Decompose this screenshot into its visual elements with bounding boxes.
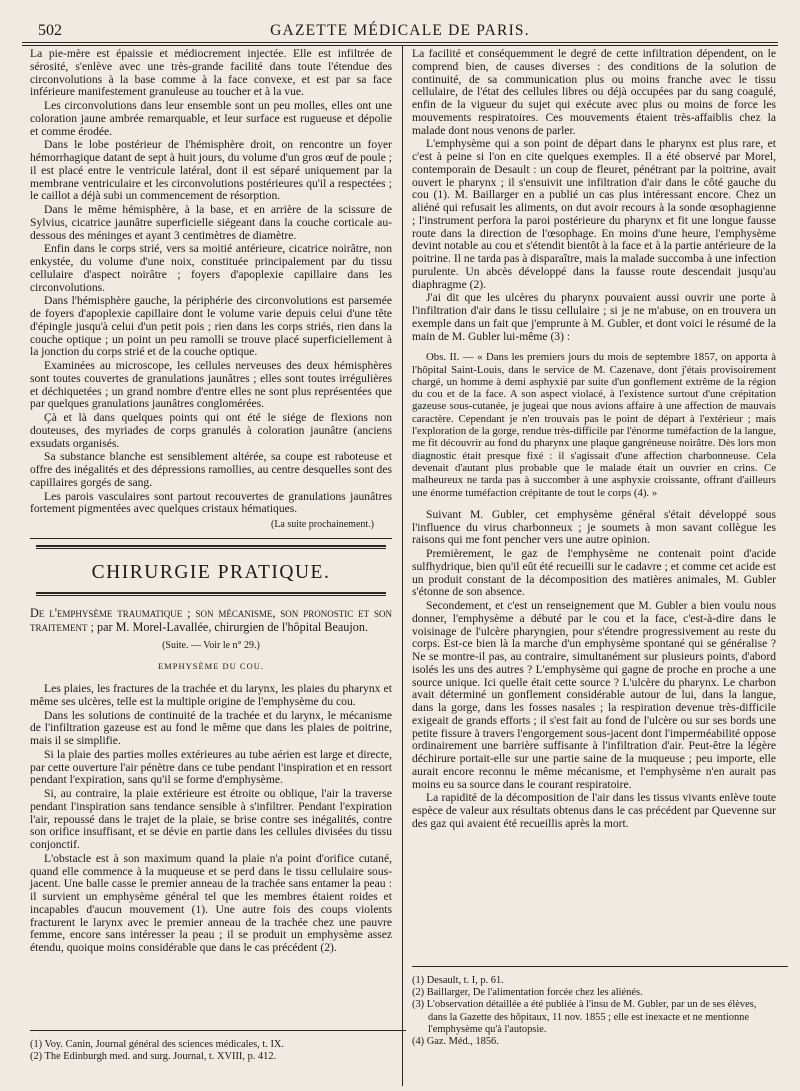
running-title: GAZETTE MÉDICALE DE PARIS. bbox=[270, 22, 530, 39]
observation: Obs. II. — « Dans les premiers jours du mois de septembre 1857, on apporta à l'hôpital Saint-Louis, dans le service de M. Cazenave, dont j'étais provisoirement chargé, un homme à demi asphyxié par suite d'un gonflement extrême de la région du cou et de la face. A son aspect violacé, à l'existence surtout d'une crépitation gazeuse sous-cutanée, je jugeai que nous avions affaire à une affection de mauvais caractère. Cependant je n'en trouvais pas le point de départ à l'extérieur ; mais l'exploration de la gorge, rendue très-difficile par l'énorme tuméfaction de la langue, me fit découvrir au fond du pharynx une plaque gangréneuse noirâtre. Dès lors mon diagnostic était presque fixé : il s'agissait d'une affection charbonneuse. Cela devenait d'autant plus probable que le malade était un ouvrier en crins. Ce malheureux ne tarda pas à succomber à une asphyxie croissante, offrant d'ailleurs une énorme tuméfaction crépitante de tout le corps (4). » bbox=[412, 351, 776, 499]
subtitle-rest: par M. Morel-Lavallée, chirurgien de l'hôpital Beaujon. bbox=[96, 619, 369, 634]
footnote: (4) Gaz. Méd., 1856. bbox=[412, 1036, 499, 1048]
footnote-rule bbox=[30, 1030, 406, 1031]
footnote-rule bbox=[412, 966, 788, 967]
footnote: (2) Baillarger, De l'alimentation forcée chez les aliénés. bbox=[412, 987, 643, 999]
paragraph: Dans le même hémisphère, à la base, et en arrière de la scissure de Sylvius, cicatrice jaunâtre superficielle siégeant dans la couche corticale au-dessous des méninges et ayant 3 centimètres de diamètre. bbox=[30, 203, 392, 242]
paragraph: Dans les solutions de continuité de la trachée et du larynx, le mécanisme de l'infiltration gazeuse est au fond le même que dans les plaies de poitrine, mais il se simplifie. bbox=[30, 708, 392, 747]
paragraph: Secondement, et c'est un renseignement que M. Gubler a bien voulu nous donner, l'emphysème a débuté par le cou et la face, c'est-à-dire dans le voisinage de l'ulcère pharyngien, pour s'étendre progressivement au reste du corps. Est-ce bien là la marche d'un emphysème spontané qui se généralise ? Ne se montre-il pas, au contraire, simultanément sur plusieurs points, d'abord isolés les uns des autres ? L'emphysème qui gagne de proche en proche a une source unique. Ici quelle était cette source ? L'ulcère du pharynx. Le charbon avait déterminé un gonflement considérable autour de lui, dans la langue, dans la gorge, dans les fosses nasales ; la respiration devenue très-difficile exigeait de grands efforts ; il s'est fait au fond de l'ulcère ou sur ses bords une petite fissure à travers l'engorgement sous-jacent dont l'imperméabilité oppose ordinairement une barrière suffisante à l'infiltration d'air. Peut-être la légère déchirure portait-elle sur une partie saine de la muqueuse ; peu importe, elle aurait encore reconnu le même mécanisme, et l'emphysème n'en aurait pas moins eu sa source dans le courant respiratoire. bbox=[412, 599, 776, 791]
left-column bbox=[30, 48, 392, 956]
title-rule-top bbox=[36, 545, 386, 549]
suite-note: (Suite. — Voir le n° 29.) bbox=[162, 639, 260, 651]
paragraph: Çà et là dans quelques points qui ont été le siége de flexions non douteuses, des myriades de corps granulés à coloration jaunâtre (anciens exsudats organisés. bbox=[30, 411, 392, 450]
paragraph: La rapidité de la décomposition de l'air dans les tissus vivants enlève toute espèce de valeur aux résultats obtenus dans le cas précédent par Quevenne sur des gaz qui avaient été recueillis après la mort. bbox=[412, 791, 776, 830]
paragraph: Les circonvolutions dans leur ensemble sont un peu molles, elles ont une coloration jaune ambrée remarquable, et leur surface est rugueuse et dépolie et comme érodée. bbox=[30, 99, 392, 138]
section-divider bbox=[30, 538, 392, 539]
paragraph: Suivant M. Gubler, cet emphysème général s'était développé sous l'influence du virus charbonneux ; je soumets à mon savant collègue les raisons qui me font pencher vers une autre opinion. bbox=[412, 507, 776, 547]
subsection-heading: EMPHYSÈME DU COU. bbox=[157, 661, 265, 672]
footnote: (2) The Edinburgh med. and surg. Journal, t. XVIII, p. 412. bbox=[30, 1051, 277, 1063]
paragraph: Dans le lobe postérieur de l'hémisphère droit, on rencontre un foyer hémorrhagique datant de sept à huit jours, du volume d'un gros œuf de poule ; il est placé entre le ventricule latéral, dont il est séparé uniquement par la membrane ventriculaire et les circonvolutions postérieures qu'il a respectées ; le caillot a déjà subi un commencement de résorption. bbox=[30, 138, 392, 203]
paragraph: Si, au contraire, la plaie extérieure est étroite ou oblique, l'air la traverse pendant l'inspiration sans tendance sensible à s'infiltrer. Pendant l'expiration l'air, repoussé dans le trajet de la plaie, se brise contre ses inégalités, contre son orifice insuffisant, et se dévie en partie dans les cellules divisées du tissu conjonctif. bbox=[30, 787, 392, 851]
paragraph: L'obstacle est à son maximum quand la plaie n'a point d'orifice cutané, quand elle commence à la muqueuse et se perd dans le tissu cellulaire sous-jacent. Une balle casse le premier anneau de la trachée sans entamer la peau : il survient un emphysème général tel que les membres étaient roides et incapables d'aucun mouvement (1). Une autre fois des coups violents fracturent le larynx avec le premier anneau de la trachée chez une pauvre femme, encore sans intéresser la peau ; il se produit un emphysème assez étendu, quoique moins considérable que dans le cas précédent (2). bbox=[30, 851, 392, 954]
paragraph: L'emphysème qui a son point de départ dans le pharynx est plus rare, et c'est à peine si l'on en cite quelques exemples. Il a été observé par Morel, contemporain de Desault : un coup de fleuret, pénétrant par la poitrine, avait ouvert le pharynx ; il s'ensuivit une infiltration d'air dans le côté gauche du cou (1). M. Baillarger en a publié un cas plus intéressant encore. Chez un aliéné qui refusait les aliments, on dut avoir recours à la sonde œsophagienne ; l'instrument perfora la paroi postérieure du pharynx et fit une longue fausse route dans la direction de l'œsophage. En moins d'une heure, l'emphysème devint notable au cou et s'étendit bientôt à la face et à la partie antérieure de la poitrine. Il ne tarda pas à disparaître, mais la malade succomba à une infection purulente. Un abcès développé dans la fausse route descendait jusqu'au diaphragme (2). bbox=[412, 137, 776, 291]
page-number: 502 bbox=[38, 22, 62, 39]
paragraph: J'ai dit que les ulcères du pharynx pouvaient aussi ouvrir une porte à l'infiltration d'air dans le tissu cellulaire ; si je ne m'abuse, on en trouvera un exemple dans un fait que j'emprunte à M. Gubler, et dont voici le résumé de la main de M. Gubler lui-même (3) : bbox=[412, 291, 776, 343]
paragraph: Les parois vasculaires sont partout recouvertes de granulations jaunâtres fortement pigmentées avec quelques cristaux hématiques. bbox=[30, 489, 392, 516]
paragraph: Sa substance blanche est sensiblement altérée, sa coupe est raboteuse et offre des inégalités et des dépressions ramollies, au centre desquelles sont des capillaires gorgés de sang. bbox=[30, 450, 392, 489]
paragraph: Si la plaie des parties molles extérieures au tube aérien est large et directe, par cette ouverture l'air pénètre dans ce tube pendant l'inspiration et en ressort pendant l'expiration, sans qu'il se forme d'emphysème. bbox=[30, 747, 392, 787]
paragraph: Premièrement, le gaz de l'emphysème ne contenait point d'acide sulfhydrique, bien qu'il eût été recueilli sur le cadavre ; et comme cet acide est un produit constant de la décomposition des matières animales, M. Gubler s'étonne de son absence. bbox=[412, 547, 776, 599]
paragraph: Examinées au microscope, les cellules nerveuses des deux hémisphères sont toutes couvertes de granulations jaunâtres ; elles sont toutes irrégulières et déchiquetées ; un grand nombre d'entre elles ne sont plus représentées que par quelques granulations jaunâtres conglomérées. bbox=[30, 359, 392, 411]
right-column bbox=[412, 48, 776, 832]
section-title: CHIRURGIE PRATIQUE. bbox=[91, 561, 331, 583]
column-separator bbox=[402, 46, 403, 1086]
paragraph: La facilité et conséquemment le degré de cette infiltration dépendent, on le comprend bien, de causes diverses : des conditions de la solution de continuité, de sa communication plus ou moins franche avec le tissu cellulaire, de l'état des cellules libres ou déjà occupées par du sang coagulé, enfin de la vigueur du sujet qui exécute avec plus ou moins de force les mouvements respiratoires. Ces mouvements étaient très-affaiblis chez la malade dont nous venons de parler. bbox=[412, 47, 776, 137]
header-rule bbox=[22, 42, 778, 46]
page-header bbox=[22, 8, 778, 48]
paragraph: Les plaies, les fractures de la trachée et du larynx, les plaies du pharynx et même ses ulcères, telle est la multiple origine de l'emphysème du cou. bbox=[30, 682, 392, 708]
paragraph: Dans l'hémisphère gauche, la périphérie des circonvolutions est parsemée de foyers d'apoplexie capillaire dont le volume varie depuis celui d'une tête d'épingle jusqu'à celui d'un petit pois ; rien dans les corps striés, rien dans la couche optique ; un point un peu ramolli se trouve placé superficiellement à la jonction du corps strié et de la couche optique. bbox=[30, 294, 392, 359]
footnote: (3) L'observation détaillée a été publiée à l'insu de M. Gubler, par un de ses élèves, dans la Gazette des hôpitaux, 11 nov. 1855 ; elle est inexacte et ne mentionne l'emphysème qu'à l'autopsie. bbox=[412, 999, 757, 1035]
left-footnotes bbox=[30, 1030, 392, 1063]
continuation-note: (La suite prochainement.) bbox=[270, 519, 374, 530]
right-footnotes bbox=[412, 966, 776, 1048]
article-subtitle bbox=[30, 606, 392, 634]
footnote: (1) Voy. Canin, Journal général des sciences médicales, t. IX. bbox=[30, 1039, 285, 1050]
title-rule-bottom bbox=[36, 592, 386, 596]
footnote: (1) Desault, t. I, p. 61. bbox=[412, 975, 504, 986]
paragraph: Enfin dans le corps strié, vers sa moitié antérieure, cicatrice noirâtre, non enkystée, du volume d'une noix, constituée principalement par du tissu cellulaire d'aspect noirâtre ; foyers d'apoplexie capillaire dans les circonvolutions. bbox=[30, 242, 392, 294]
subtitle-caps: De l'emphysème traumatique ; son mécanisme, son pronostic et son traitement ; bbox=[30, 605, 392, 634]
paragraph: La pie-mère est épaissie et médiocrement injectée. Elle est infiltrée de sérosité, s'enlève avec une très-grande facilité dans toute l'étendue des circonvolutions à la base comme à la face convexe, et est par sa face inférieure manifestement granuleuse au toucher et à la vue. bbox=[30, 47, 392, 99]
